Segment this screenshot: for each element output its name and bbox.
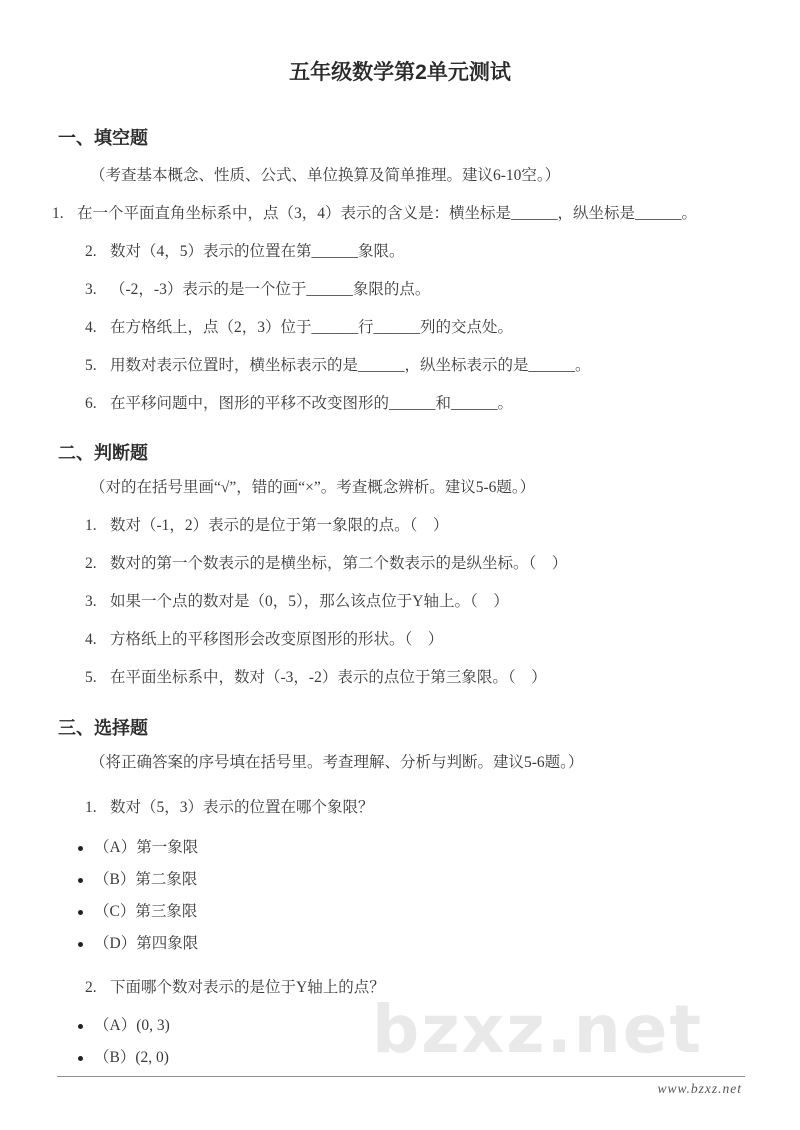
question-number: 6. [85, 395, 97, 412]
question-text: 用数对表示位置时，横坐标表示的是______，纵坐标表示的是______。 [110, 357, 591, 374]
question-number: 1. [85, 799, 97, 816]
option-item [78, 934, 800, 954]
bullet-icon [78, 878, 83, 883]
page-title: 五年级数学第2单元测试 [289, 61, 511, 84]
question-item [85, 668, 800, 688]
question-number: 5. [85, 357, 97, 374]
question-text: 在平移问题中，图形的平移不改变图形的______和______。 [110, 395, 514, 412]
bullet-icon [78, 846, 83, 851]
bullet-icon [78, 942, 83, 947]
question-number: 1. [85, 517, 97, 534]
option-label: （B）(2, 0) [94, 1049, 169, 1066]
question-number: 1. [52, 205, 64, 222]
section-fill-blank [0, 126, 800, 414]
bullet-icon [78, 1024, 83, 1029]
question-item [85, 394, 800, 414]
question-number: 2. [85, 979, 97, 996]
question-item [85, 280, 800, 300]
question-item [85, 318, 800, 338]
question-text: 如果一个点的数对是（0，5），那么该点位于Y轴上。（ ） [110, 593, 509, 610]
question-item [85, 356, 800, 376]
option-item [78, 1016, 800, 1036]
section-heading: 二、判断题 [58, 443, 148, 463]
section-heading: 三、选择题 [58, 718, 148, 738]
question-item [85, 516, 800, 536]
question-text: 数对的第一个数表示的是横坐标，第二个数表示的是纵坐标。（ ） [110, 555, 568, 572]
question-number: 5. [85, 669, 97, 686]
question-text: 在一个平面直角坐标系中，点（3，4）表示的含义是：横坐标是______，纵坐标是______。 [77, 205, 698, 222]
section-heading: 一、填空题 [58, 128, 148, 148]
section-note: （将正确答案的序号填在括号里。考查理解、分析与判断。建议5-6题。） [90, 754, 584, 771]
option-item [78, 870, 800, 890]
question-text: （-2，-3）表示的是一个位于______象限的点。 [110, 281, 431, 298]
option-label: （A）第一象限 [94, 839, 199, 856]
option-item [78, 902, 800, 922]
question-text: 在平面坐标系中，数对（-3，-2）表示的点位于第三象限。（ ） [110, 669, 547, 686]
question-number: 2. [85, 243, 97, 260]
section-multiple-choice [0, 716, 800, 1068]
option-label: （A）(0, 3) [94, 1017, 170, 1034]
section-true-false [0, 441, 800, 688]
question-item [85, 978, 800, 998]
question-number: 3. [85, 281, 97, 298]
question-text: 在方格纸上，点（2，3）位于______行______列的交点处。 [110, 319, 514, 336]
question-item [85, 630, 800, 650]
bullet-icon [78, 910, 83, 915]
section-note: （对的在括号里画“√”，错的画“×”。考查概念辨析。建议5-6题。） [90, 479, 536, 496]
question-item [52, 204, 800, 224]
footer-divider [57, 1076, 745, 1077]
question-text: 方格纸上的平移图形会改变原图形的形状。（ ） [110, 631, 444, 648]
option-label: （C）第三象限 [94, 903, 198, 920]
question-number: 3. [85, 593, 97, 610]
question-number: 2. [85, 555, 97, 572]
option-item [78, 1048, 800, 1068]
question-item [85, 242, 800, 262]
bullet-icon [78, 1056, 83, 1061]
question-number: 4. [85, 631, 97, 648]
option-label: （B）第二象限 [94, 871, 198, 888]
section-note: （考查基本概念、性质、公式、单位换算及简单推理。建议6-10空。） [90, 167, 561, 184]
option-item [78, 838, 800, 858]
question-text: 下面哪个数对表示的是位于Y轴上的点？ [110, 979, 385, 996]
question-item [85, 798, 800, 818]
watermark: bzxz.net [372, 991, 704, 1068]
question-text: 数对（5，3）表示的位置在哪个象限？ [110, 799, 374, 816]
question-item [85, 554, 800, 574]
option-label: （D）第四象限 [94, 935, 199, 952]
question-item [85, 592, 800, 612]
footer-url: www.bzxz.net [657, 1081, 742, 1096]
question-text: 数对（-1，2）表示的是位于第一象限的点。（ ） [110, 517, 449, 534]
question-text: 数对（4，5）表示的位置在第______象限。 [110, 243, 405, 260]
question-number: 4. [85, 319, 97, 336]
